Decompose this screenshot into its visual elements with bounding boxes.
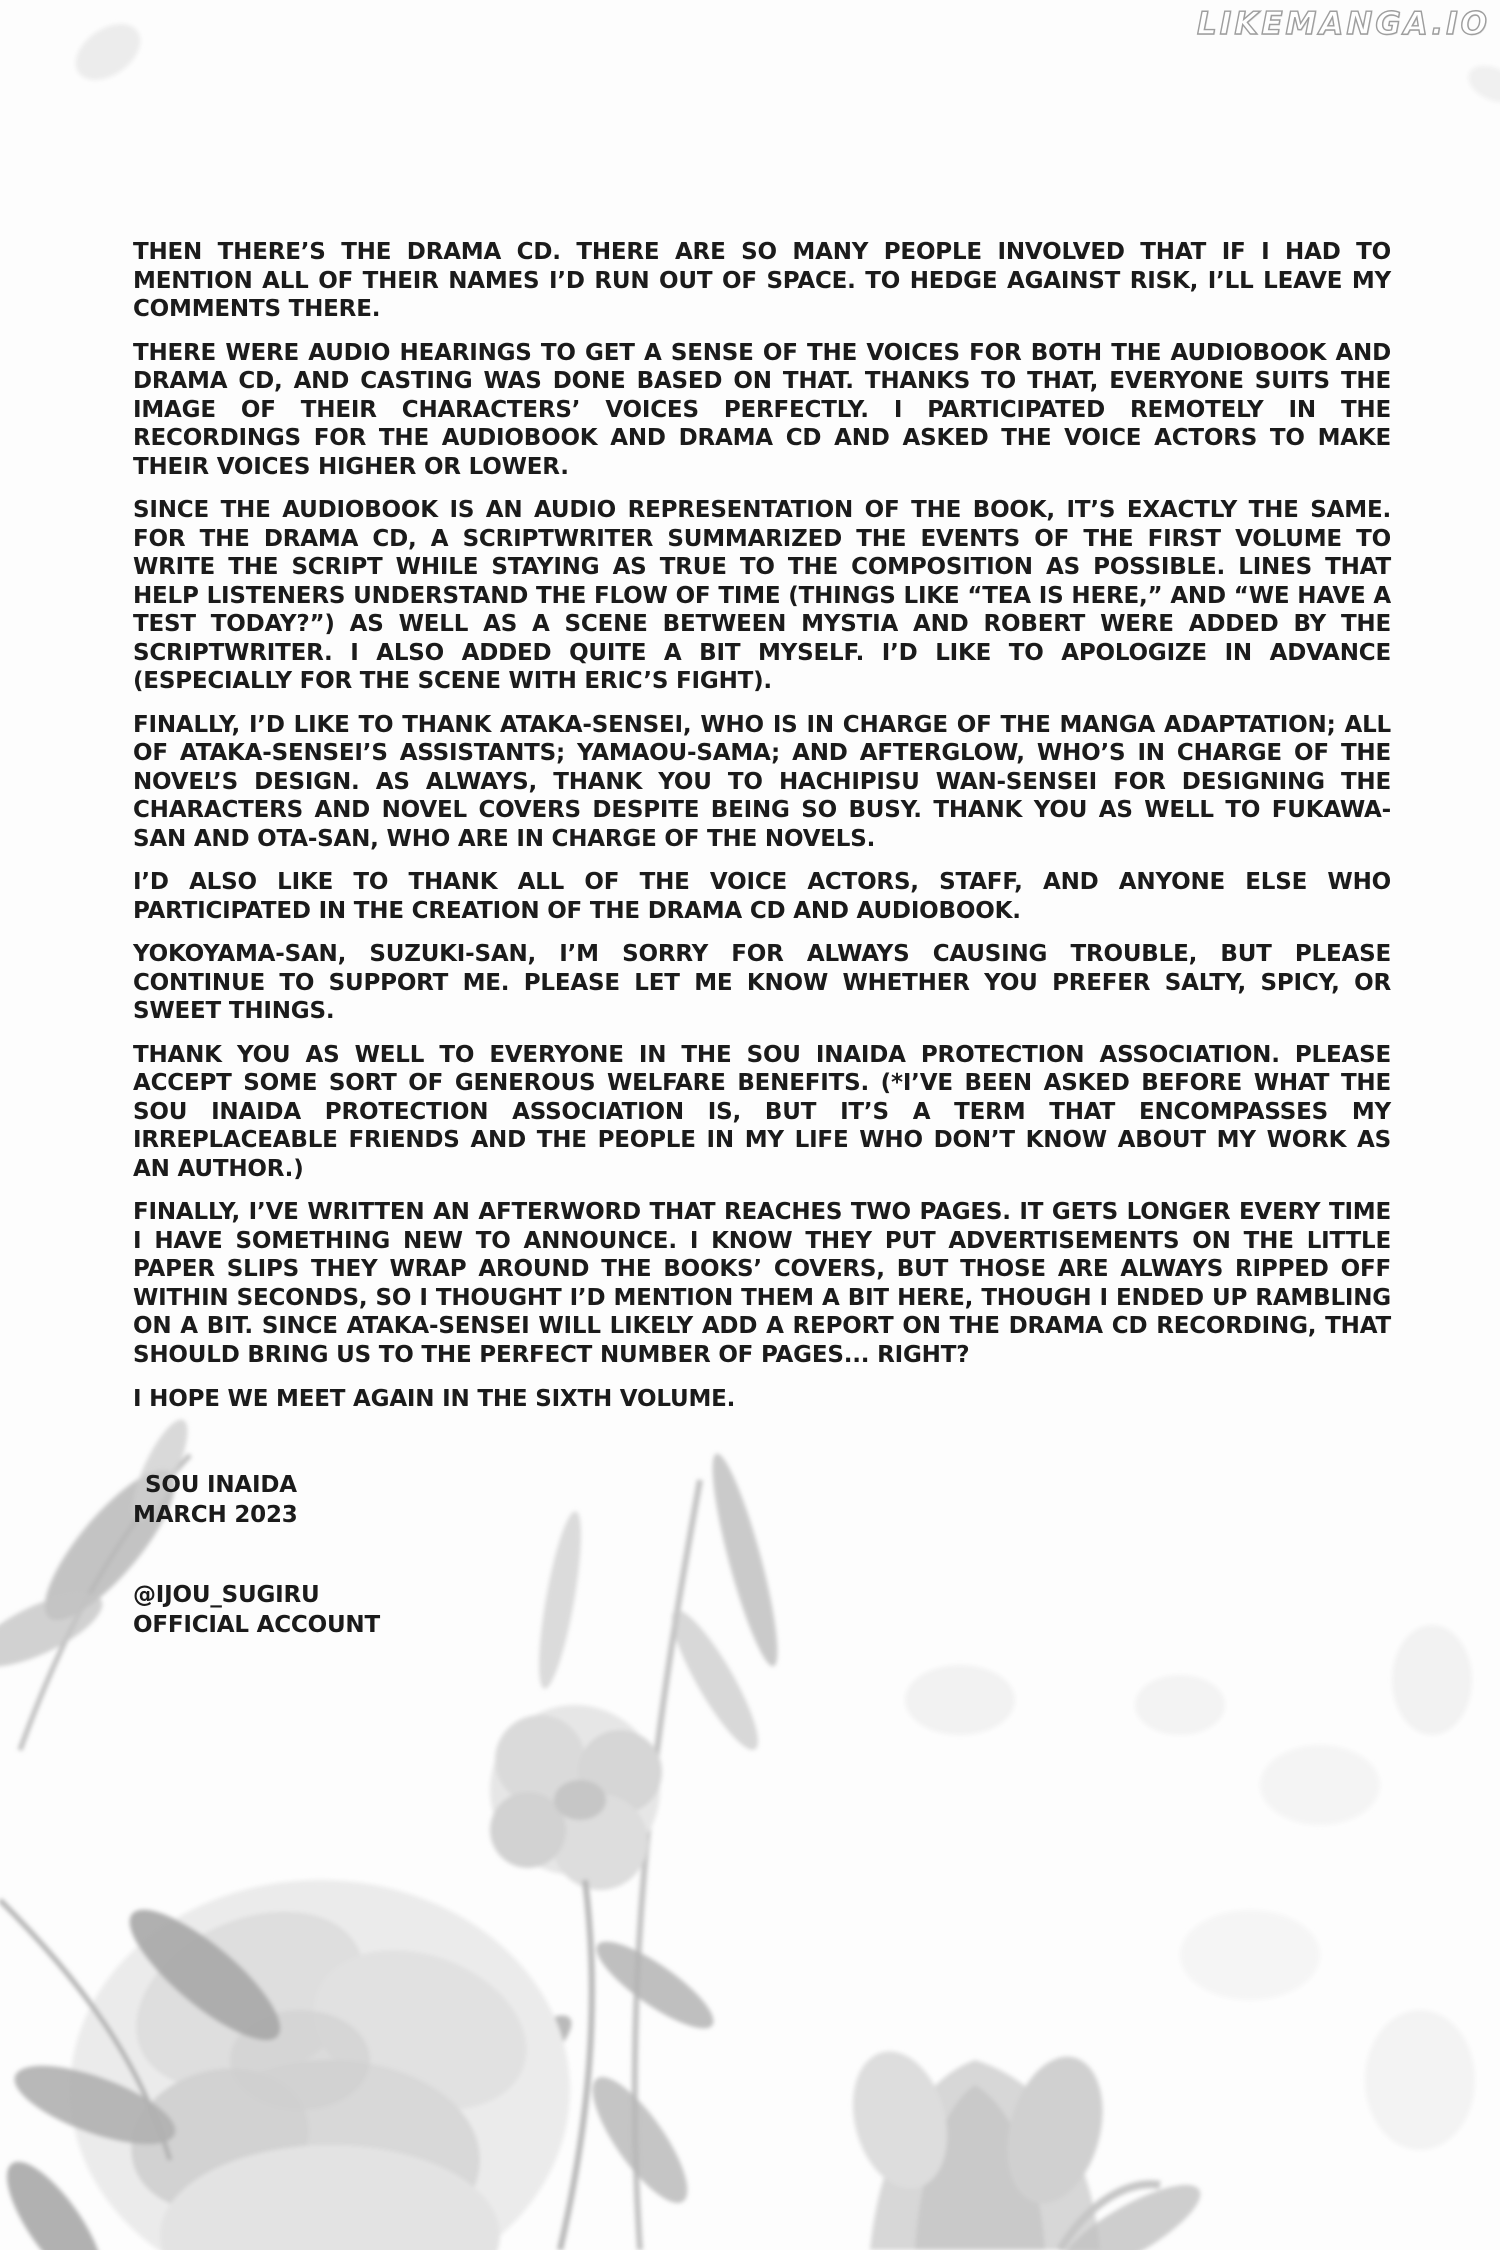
afterword-paragraph: YOKOYAMA-SAN, SUZUKI-SAN, I’M SORRY FOR ALWAYS CAUSING TROUBLE, BUT PLEASE CONTINUE TO SUPPORT ME. PLEASE LET ME KNOW WHETHER YOU PREFER SALTY, SPICY, OR SWEET THINGS.	[133, 941, 1391, 1024]
afterword-paragraph: THEN THERE’S THE DRAMA CD. THERE ARE SO MANY PEOPLE INVOLVED THAT IF I HAD TO MENTION ALL OF THEIR NAMES I’D RUN OUT OF SPACE. TO HEDGE AGAINST RISK, I’LL LEAVE MY COMMENTS THERE.	[133, 239, 1391, 322]
closing-line: I HOPE WE MEET AGAIN IN THE SIXTH VOLUME.	[133, 1386, 736, 1412]
signature-date: MARCH 2023	[133, 1501, 298, 1528]
author-name: SOU INAIDA	[145, 1471, 297, 1498]
afterword-paragraph: THANK YOU AS WELL TO EVERYONE IN THE SOU INAIDA PROTECTION ASSOCIATION. PLEASE ACCEPT SOME SORT OF GENEROUS WELFARE BENEFITS. (*I’VE BEEN ASKED BEFORE WHAT THE SOU INAIDA PROTECTION ASSOCIATION IS, BUT IT’S A TERM THAT ENCOMPASSES MY IRREPLACEABLE FRIENDS AND THE PEOPLE IN MY LIFE WHO DON’T KNOW ABOUT MY WORK AS AN AUTHOR.)	[133, 1041, 1391, 1182]
twitter-handle: @IJOU_SUGIRU	[133, 1581, 320, 1608]
afterword-paragraph: FINALLY, I’D LIKE TO THANK ATAKA-SENSEI, WHO IS IN CHARGE OF THE MANGA ADAPTATION; ALL OF ATAKA-SENSEI’S ASSISTANTS; YAMAOU-SAMA; AND AFTERGLOW, WHO’S IN CHARGE OF THE NOVEL’S DESIGN. AS ALWAYS, THANK YOU TO HACHIPISU WAN-SENSEI FOR DESIGNING THE CHARACTERS AND NOVEL COVERS DESPITE BEING SO BUSY. THANK YOU AS WELL TO FUKAWA-SAN AND OTA-SAN, WHO ARE IN CHARGE OF THE NOVELS.	[133, 711, 1391, 852]
account-block	[133, 1580, 1391, 1640]
afterword-paragraph: FINALLY, I’VE WRITTEN AN AFTERWORD THAT REACHES TWO PAGES. IT GETS LONGER EVERY TIME I HAVE SOMETHING NEW TO ANNOUNCE. I KNOW THEY PUT ADVERTISEMENTS ON THE LITTLE PAPER SLIPS THEY WRAP AROUND THE BOOKS’ COVERS, BUT THOSE ARE ALWAYS RIPPED OFF WITHIN SECONDS, SO I THOUGHT I’D MENTION THEM A BIT HERE, THOUGH I ENDED UP RAMBLING ON A BIT. SINCE ATAKA-SENSEI WILL LIKELY ADD A REPORT ON THE DRAMA CD RECORDING, THAT SHOULD BRING US TO THE PERFECT NUMBER OF PAGES... RIGHT?	[133, 1199, 1391, 1368]
afterword-paragraph: THERE WERE AUDIO HEARINGS TO GET A SENSE OF THE VOICES FOR BOTH THE AUDIOBOOK AND DRAMA CD, AND CASTING WAS DONE BASED ON THAT. THANKS TO THAT, EVERYONE SUITS THE IMAGE OF THEIR CHARACTERS’ VOICES PERFECTLY. I PARTICIPATED REMOTELY IN THE RECORDINGS FOR THE AUDIOBOOK AND DRAMA CD AND ASKED THE VOICE ACTORS TO MAKE THEIR VOICES HIGHER OR LOWER.	[133, 339, 1391, 480]
afterword-text	[133, 238, 1391, 1640]
afterword-paragraph: SINCE THE AUDIOBOOK IS AN AUDIO REPRESENTATION OF THE BOOK, IT’S EXACTLY THE SAME. FOR THE DRAMA CD, A SCRIPTWRITER SUMMARIZED THE EVENTS OF THE FIRST VOLUME TO WRITE THE SCRIPT WHILE STAYING AS TRUE TO THE COMPOSITION AS POSSIBLE. LINES THAT HELP LISTENERS UNDERSTAND THE FLOW OF TIME (THINGS LIKE “TEA IS HERE,” AND “WE HAVE A TEST TODAY?”) AS WELL AS A SCENE BETWEEN MYSTIA AND ROBERT WERE ADDED BY THE SCRIPTWRITER. I ALSO ADDED QUITE A BIT MYSELF. I’D LIKE TO APOLOGIZE IN ADVANCE (ESPECIALLY FOR THE SCENE WITH ERIC’S FIGHT).	[133, 497, 1391, 694]
signature-block	[133, 1470, 1391, 1530]
site-watermark: LIKEMANGA.IO	[1197, 6, 1490, 42]
afterword-paragraph: I’D ALSO LIKE TO THANK ALL OF THE VOICE ACTORS, STAFF, AND ANYONE ELSE WHO PARTICIPATED IN THE CREATION OF THE DRAMA CD AND AUDIOBOOK.	[133, 869, 1391, 924]
account-label: OFFICIAL ACCOUNT	[133, 1611, 380, 1638]
